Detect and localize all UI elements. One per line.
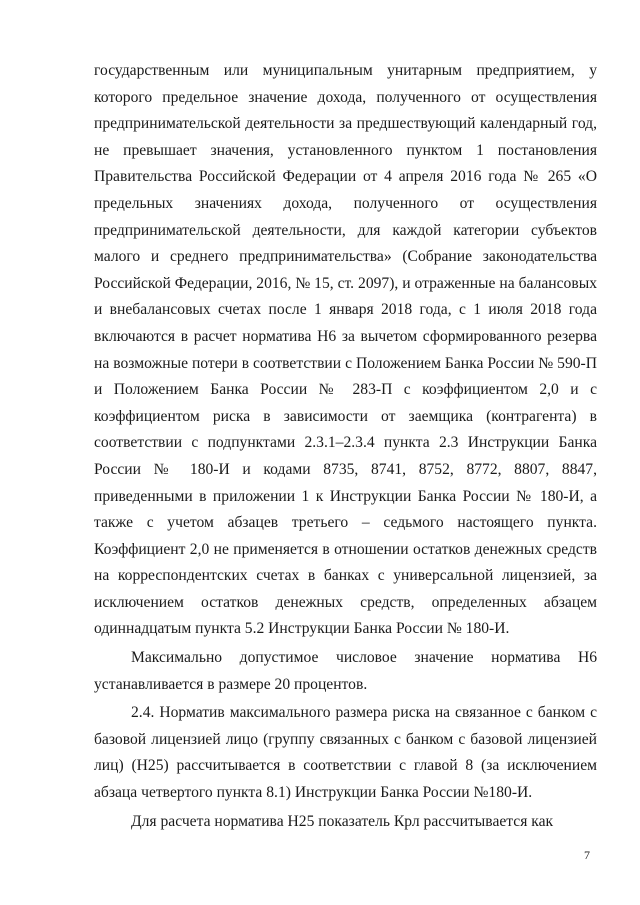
page-number: 7: [584, 848, 590, 862]
paragraph-continuation: государственным или муниципальным унитарным предприятием, у которого предельное значение дохода, полученного от осуществления предпринимательской деятельности за предшествующий календарный год, не превышает значения, установленного пунктом 1 постановления Правительства Российской Федерации от 4 апреля 2016 года № 265 «О предельных значениях дохода, полученного от осуществления предпринимательской деятельности, для каждой категории субъектов малого и среднего предпринимательства» (Собрание законодательства Российской Федерации, 2016, № 15, ст. 2097), и отраженные на балансовых и внебалансовых счетах после 1 января 2018 года, с 1 июля 2018 года включаются в расчет норматива Н6 за вычетом сформированного резерва на возможные потери в соответствии с Положением Банка России № 590-П и Положением Банка России № 283-П с коэффициентом 2,0 и с коэффициентом риска в зависимости от заемщика (контрагента) в соответствии с подпунктами 2.3.1–2.3.4 пункта 2.3 Инструкции Банка России № 180-И и кодами 8735, 8741, 8752, 8772, 8807, 8847, приведенными в приложении 1 к Инструкции Банка России № 180-И, а также с учетом абзацев третьего – седьмого настоящего пункта. Коэффициент 2,0 не применяется в отношении остатков денежных средств на корреспондентских счетах в банках с универсальной лицензией, за исключением остатков денежных средств, определенных абзацем одиннадцатым пункта 5.2 Инструкции Банка России № 180-И.: [94, 62, 597, 638]
document-page: [94, 58, 597, 835]
paragraph-section-2-4: 2.4. Норматив максимального размера риска на связанное с банком с базовой лицензией лицо (группу связанных с банком с базовой лицензией лиц) (Н25) рассчитывается в соответствии с главой 8 (за исключением абзаца четвертого пункта 8.1) Инструкции Банка России №180-И.: [94, 704, 597, 802]
paragraph-n25-calculation: Для расчета норматива Н25 показатель Крл рассчитывается как: [131, 812, 554, 830]
paragraph-max-value-n6: Максимально допустимое числовое значение норматива Н6 устанавливается в размере 20 процентов.: [94, 649, 597, 693]
